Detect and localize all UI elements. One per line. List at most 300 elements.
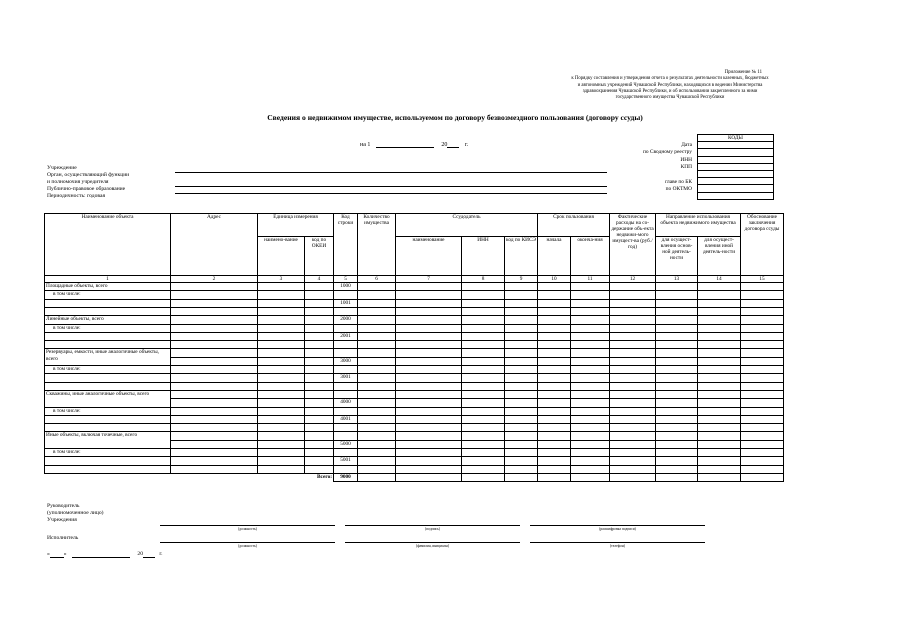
value-cell[interactable] (258, 366, 305, 374)
value-cell[interactable] (171, 440, 258, 448)
value-cell[interactable] (571, 283, 610, 291)
value-cell[interactable] (698, 390, 741, 398)
value-cell[interactable] (396, 349, 462, 357)
value-cell[interactable] (305, 449, 334, 457)
value-cell[interactable] (698, 374, 741, 382)
value-cell[interactable] (656, 316, 698, 324)
value-cell[interactable] (171, 390, 258, 398)
value-cell[interactable] (258, 324, 305, 332)
value-cell[interactable] (462, 449, 505, 457)
value-cell[interactable] (610, 432, 656, 440)
value-cell[interactable] (538, 415, 571, 423)
value-cell[interactable] (258, 449, 305, 457)
value-cell[interactable] (610, 349, 656, 357)
value-cell[interactable] (462, 424, 505, 432)
value-cell[interactable] (538, 374, 571, 382)
value-cell[interactable] (171, 283, 258, 291)
value-cell[interactable] (538, 349, 571, 357)
code-registry-cell[interactable] (698, 149, 774, 156)
value-cell[interactable] (258, 349, 305, 357)
value-cell[interactable] (505, 316, 538, 324)
value-cell[interactable] (171, 449, 258, 457)
value-cell[interactable] (396, 399, 462, 407)
value-cell[interactable] (305, 432, 334, 440)
value-cell[interactable] (171, 299, 258, 307)
value-cell[interactable] (610, 291, 656, 299)
value-cell[interactable] (538, 283, 571, 291)
value-cell[interactable] (462, 432, 505, 440)
value-cell[interactable] (571, 457, 610, 465)
value-cell[interactable] (171, 316, 258, 324)
value-cell[interactable] (610, 449, 656, 457)
value-cell[interactable] (358, 357, 396, 365)
value-cell[interactable] (571, 332, 610, 340)
value-cell[interactable] (258, 399, 305, 407)
total-cell[interactable] (741, 473, 784, 481)
value-cell[interactable] (538, 324, 571, 332)
value-cell[interactable] (656, 332, 698, 340)
value-cell[interactable] (741, 332, 784, 340)
value-cell[interactable] (610, 341, 656, 349)
executor-name-field[interactable] (345, 542, 520, 543)
value-cell[interactable] (396, 283, 462, 291)
founder-organ-field[interactable] (175, 186, 607, 187)
value-cell[interactable] (656, 465, 698, 473)
value-cell[interactable] (396, 424, 462, 432)
value-cell[interactable] (258, 432, 305, 440)
value-cell[interactable] (305, 382, 334, 390)
value-cell[interactable] (656, 357, 698, 365)
value-cell[interactable] (396, 407, 462, 415)
value-cell[interactable] (698, 332, 741, 340)
value-cell[interactable] (571, 449, 610, 457)
total-cell[interactable] (656, 473, 698, 481)
value-cell[interactable] (656, 366, 698, 374)
value-cell[interactable] (305, 357, 334, 365)
value-cell[interactable] (396, 307, 462, 315)
value-cell[interactable] (741, 415, 784, 423)
value-cell[interactable] (171, 307, 258, 315)
value-cell[interactable] (741, 291, 784, 299)
value-cell[interactable] (358, 449, 396, 457)
value-cell[interactable] (358, 424, 396, 432)
value-cell[interactable] (698, 307, 741, 315)
value-cell[interactable] (505, 291, 538, 299)
value-cell[interactable] (171, 357, 258, 365)
value-cell[interactable] (741, 399, 784, 407)
value-cell[interactable] (258, 332, 305, 340)
value-cell[interactable] (538, 366, 571, 374)
value-cell[interactable] (305, 374, 334, 382)
value-cell[interactable] (358, 374, 396, 382)
value-cell[interactable] (505, 349, 538, 357)
value-cell[interactable] (505, 415, 538, 423)
value-cell[interactable] (538, 457, 571, 465)
sub-item[interactable] (45, 382, 171, 390)
value-cell[interactable] (305, 399, 334, 407)
value-cell[interactable] (462, 349, 505, 357)
value-cell[interactable] (656, 299, 698, 307)
value-cell[interactable] (610, 324, 656, 332)
value-cell[interactable] (610, 357, 656, 365)
value-cell[interactable] (505, 432, 538, 440)
value-cell[interactable] (571, 324, 610, 332)
value-cell[interactable] (171, 366, 258, 374)
value-cell[interactable] (396, 366, 462, 374)
value-cell[interactable] (741, 440, 784, 448)
value-cell[interactable] (505, 366, 538, 374)
value-cell[interactable] (305, 415, 334, 423)
value-cell[interactable] (396, 440, 462, 448)
value-cell[interactable] (656, 307, 698, 315)
value-cell[interactable] (358, 465, 396, 473)
value-cell[interactable] (505, 324, 538, 332)
value-cell[interactable] (358, 440, 396, 448)
value-cell[interactable] (358, 457, 396, 465)
value-cell[interactable] (571, 307, 610, 315)
sign-year-field[interactable] (143, 557, 155, 558)
value-cell[interactable] (396, 457, 462, 465)
value-cell[interactable] (396, 449, 462, 457)
value-cell[interactable] (538, 390, 571, 398)
value-cell[interactable] (571, 399, 610, 407)
value-cell[interactable] (462, 299, 505, 307)
value-cell[interactable] (396, 357, 462, 365)
value-cell[interactable] (698, 457, 741, 465)
value-cell[interactable] (610, 307, 656, 315)
value-cell[interactable] (741, 465, 784, 473)
value-cell[interactable] (462, 457, 505, 465)
value-cell[interactable] (610, 415, 656, 423)
sub-item[interactable] (45, 457, 171, 465)
value-cell[interactable] (698, 341, 741, 349)
head-position-field[interactable] (160, 525, 335, 526)
value-cell[interactable] (538, 332, 571, 340)
value-cell[interactable] (741, 382, 784, 390)
value-cell[interactable] (538, 307, 571, 315)
value-cell[interactable] (538, 299, 571, 307)
executor-position-field[interactable] (160, 542, 335, 543)
value-cell[interactable] (505, 382, 538, 390)
value-cell[interactable] (571, 357, 610, 365)
value-cell[interactable] (171, 424, 258, 432)
total-cell[interactable] (538, 473, 571, 481)
sub-item[interactable] (45, 415, 171, 423)
value-cell[interactable] (462, 465, 505, 473)
value-cell[interactable] (505, 440, 538, 448)
value-cell[interactable] (505, 390, 538, 398)
value-cell[interactable] (258, 299, 305, 307)
value-cell[interactable] (462, 399, 505, 407)
head-decoding-field[interactable] (530, 525, 705, 526)
value-cell[interactable] (462, 415, 505, 423)
value-cell[interactable] (571, 341, 610, 349)
value-cell[interactable] (258, 307, 305, 315)
value-cell[interactable] (171, 324, 258, 332)
value-cell[interactable] (305, 283, 334, 291)
value-cell[interactable] (610, 424, 656, 432)
head-signature-field[interactable] (345, 525, 520, 526)
value-cell[interactable] (171, 382, 258, 390)
value-cell[interactable] (358, 299, 396, 307)
value-cell[interactable] (358, 332, 396, 340)
value-cell[interactable] (505, 465, 538, 473)
value-cell[interactable] (171, 407, 258, 415)
value-cell[interactable] (610, 299, 656, 307)
sub-item[interactable] (45, 299, 171, 307)
value-cell[interactable] (396, 432, 462, 440)
value-cell[interactable] (396, 316, 462, 324)
value-cell[interactable] (698, 449, 741, 457)
value-cell[interactable] (741, 457, 784, 465)
value-cell[interactable] (571, 390, 610, 398)
value-cell[interactable] (396, 341, 462, 349)
value-cell[interactable] (462, 440, 505, 448)
value-cell[interactable] (462, 291, 505, 299)
value-cell[interactable] (698, 399, 741, 407)
value-cell[interactable] (538, 440, 571, 448)
value-cell[interactable] (698, 440, 741, 448)
value-cell[interactable] (571, 366, 610, 374)
value-cell[interactable] (462, 382, 505, 390)
value-cell[interactable] (571, 382, 610, 390)
value-cell[interactable] (171, 432, 258, 440)
value-cell[interactable] (358, 341, 396, 349)
value-cell[interactable] (358, 349, 396, 357)
value-cell[interactable] (305, 316, 334, 324)
value-cell[interactable] (505, 283, 538, 291)
value-cell[interactable] (610, 407, 656, 415)
value-cell[interactable] (305, 349, 334, 357)
value-cell[interactable] (396, 465, 462, 473)
value-cell[interactable] (538, 382, 571, 390)
value-cell[interactable] (462, 390, 505, 398)
value-cell[interactable] (610, 382, 656, 390)
value-cell[interactable] (396, 299, 462, 307)
value-cell[interactable] (656, 457, 698, 465)
value-cell[interactable] (656, 415, 698, 423)
value-cell[interactable] (462, 366, 505, 374)
value-cell[interactable] (305, 307, 334, 315)
value-cell[interactable] (171, 399, 258, 407)
value-cell[interactable] (305, 465, 334, 473)
value-cell[interactable] (258, 283, 305, 291)
sign-day-field[interactable] (50, 557, 64, 558)
value-cell[interactable] (505, 424, 538, 432)
value-cell[interactable] (396, 374, 462, 382)
value-cell[interactable] (698, 407, 741, 415)
value-cell[interactable] (258, 415, 305, 423)
value-cell[interactable] (656, 349, 698, 357)
value-cell[interactable] (571, 316, 610, 324)
value-cell[interactable] (656, 399, 698, 407)
value-cell[interactable] (358, 324, 396, 332)
sub-item[interactable] (45, 341, 171, 349)
value-cell[interactable] (358, 316, 396, 324)
value-cell[interactable] (741, 341, 784, 349)
value-cell[interactable] (305, 424, 334, 432)
value-cell[interactable] (305, 440, 334, 448)
value-cell[interactable] (610, 366, 656, 374)
value-cell[interactable] (610, 316, 656, 324)
value-cell[interactable] (358, 283, 396, 291)
value-cell[interactable] (610, 457, 656, 465)
value-cell[interactable] (741, 424, 784, 432)
value-cell[interactable] (462, 307, 505, 315)
value-cell[interactable] (538, 341, 571, 349)
value-cell[interactable] (656, 390, 698, 398)
value-cell[interactable] (396, 291, 462, 299)
value-cell[interactable] (741, 307, 784, 315)
value-cell[interactable] (741, 324, 784, 332)
value-cell[interactable] (656, 341, 698, 349)
value-cell[interactable] (358, 366, 396, 374)
sub-item[interactable] (45, 465, 171, 473)
value-cell[interactable] (538, 465, 571, 473)
value-cell[interactable] (741, 407, 784, 415)
total-cell[interactable] (610, 473, 656, 481)
value-cell[interactable] (258, 316, 305, 324)
value-cell[interactable] (305, 366, 334, 374)
value-cell[interactable] (171, 457, 258, 465)
value-cell[interactable] (396, 382, 462, 390)
total-cell[interactable] (462, 473, 505, 481)
value-cell[interactable] (698, 366, 741, 374)
value-cell[interactable] (698, 465, 741, 473)
code-inn-cell[interactable] (698, 156, 774, 163)
date-day-month-field[interactable] (376, 147, 434, 148)
value-cell[interactable] (305, 457, 334, 465)
value-cell[interactable] (741, 349, 784, 357)
value-cell[interactable] (656, 424, 698, 432)
value-cell[interactable] (258, 357, 305, 365)
value-cell[interactable] (698, 299, 741, 307)
value-cell[interactable] (305, 299, 334, 307)
value-cell[interactable] (258, 374, 305, 382)
value-cell[interactable] (305, 390, 334, 398)
value-cell[interactable] (305, 332, 334, 340)
value-cell[interactable] (358, 307, 396, 315)
value-cell[interactable] (462, 332, 505, 340)
value-cell[interactable] (656, 374, 698, 382)
value-cell[interactable] (258, 465, 305, 473)
value-cell[interactable] (462, 407, 505, 415)
value-cell[interactable] (741, 299, 784, 307)
value-cell[interactable] (571, 424, 610, 432)
value-cell[interactable] (258, 291, 305, 299)
value-cell[interactable] (305, 324, 334, 332)
value-cell[interactable] (171, 465, 258, 473)
code-empty-cell[interactable] (698, 170, 774, 177)
value-cell[interactable] (538, 399, 571, 407)
code-kpp-cell[interactable] (698, 163, 774, 170)
value-cell[interactable] (538, 291, 571, 299)
value-cell[interactable] (462, 341, 505, 349)
value-cell[interactable] (571, 440, 610, 448)
value-cell[interactable] (571, 465, 610, 473)
value-cell[interactable] (571, 432, 610, 440)
value-cell[interactable] (698, 316, 741, 324)
value-cell[interactable] (656, 283, 698, 291)
sub-item[interactable] (45, 424, 171, 432)
code-bk-cell[interactable] (698, 178, 774, 185)
value-cell[interactable] (538, 357, 571, 365)
value-cell[interactable] (171, 349, 258, 357)
value-cell[interactable] (505, 332, 538, 340)
code-oktmo-cell[interactable] (698, 185, 774, 192)
value-cell[interactable] (358, 382, 396, 390)
value-cell[interactable] (258, 341, 305, 349)
value-cell[interactable] (305, 291, 334, 299)
value-cell[interactable] (462, 316, 505, 324)
value-cell[interactable] (171, 415, 258, 423)
value-cell[interactable] (396, 324, 462, 332)
value-cell[interactable] (358, 407, 396, 415)
value-cell[interactable] (656, 382, 698, 390)
value-cell[interactable] (610, 390, 656, 398)
value-cell[interactable] (258, 407, 305, 415)
value-cell[interactable] (698, 415, 741, 423)
total-cell[interactable] (571, 473, 610, 481)
value-cell[interactable] (698, 357, 741, 365)
value-cell[interactable] (741, 283, 784, 291)
value-cell[interactable] (741, 374, 784, 382)
total-cell[interactable] (505, 473, 538, 481)
value-cell[interactable] (656, 440, 698, 448)
value-cell[interactable] (656, 432, 698, 440)
value-cell[interactable] (610, 283, 656, 291)
sign-month-field[interactable] (72, 557, 130, 558)
value-cell[interactable] (305, 341, 334, 349)
value-cell[interactable] (741, 432, 784, 440)
value-cell[interactable] (358, 399, 396, 407)
value-cell[interactable] (538, 407, 571, 415)
value-cell[interactable] (698, 382, 741, 390)
value-cell[interactable] (571, 349, 610, 357)
value-cell[interactable] (258, 390, 305, 398)
value-cell[interactable] (656, 407, 698, 415)
sub-item[interactable] (45, 307, 171, 315)
value-cell[interactable] (171, 291, 258, 299)
value-cell[interactable] (538, 432, 571, 440)
value-cell[interactable] (698, 283, 741, 291)
value-cell[interactable] (505, 457, 538, 465)
institution-field[interactable] (175, 172, 607, 173)
value-cell[interactable] (538, 449, 571, 457)
value-cell[interactable] (505, 357, 538, 365)
value-cell[interactable] (305, 407, 334, 415)
total-cell[interactable] (698, 473, 741, 481)
value-cell[interactable] (462, 283, 505, 291)
value-cell[interactable] (538, 316, 571, 324)
value-cell[interactable] (656, 449, 698, 457)
executor-phone-field[interactable] (530, 542, 705, 543)
value-cell[interactable] (741, 316, 784, 324)
value-cell[interactable] (741, 357, 784, 365)
value-cell[interactable] (462, 324, 505, 332)
value-cell[interactable] (571, 374, 610, 382)
total-cell[interactable] (396, 473, 462, 481)
value-cell[interactable] (396, 415, 462, 423)
value-cell[interactable] (698, 324, 741, 332)
value-cell[interactable] (396, 332, 462, 340)
value-cell[interactable] (258, 424, 305, 432)
value-cell[interactable] (698, 291, 741, 299)
value-cell[interactable] (538, 424, 571, 432)
value-cell[interactable] (258, 382, 305, 390)
value-cell[interactable] (610, 465, 656, 473)
value-cell[interactable] (741, 366, 784, 374)
